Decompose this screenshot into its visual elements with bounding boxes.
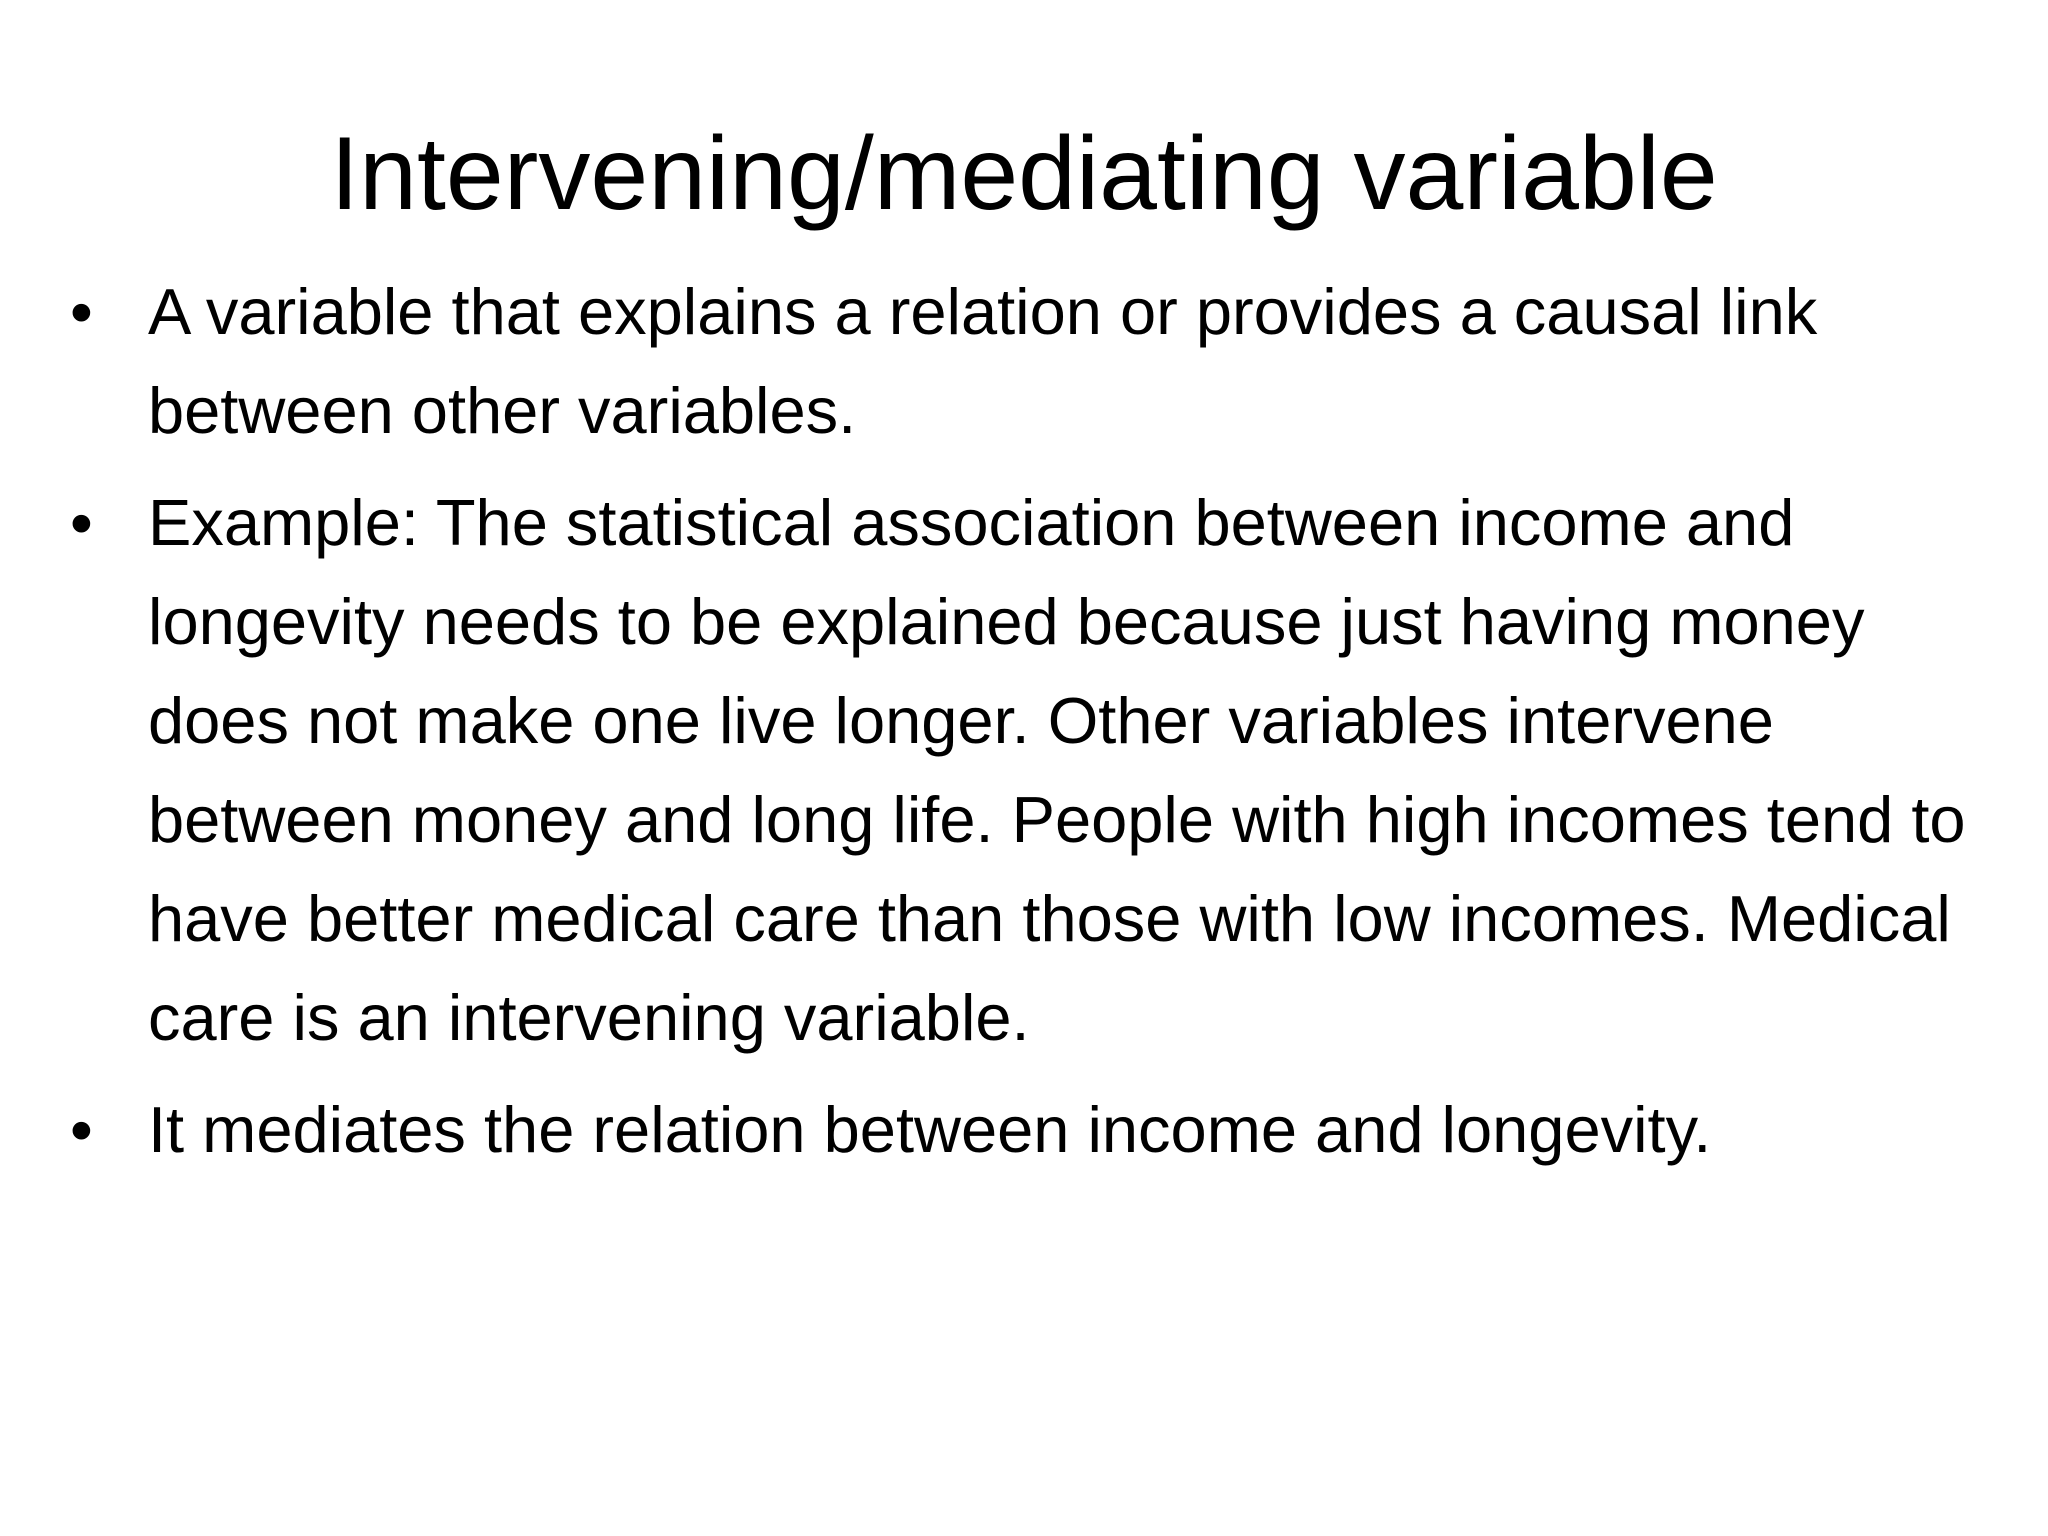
bullet-text: It mediates the relation between income and longevity. bbox=[148, 1093, 1712, 1166]
bullet-item-example bbox=[70, 473, 2010, 1067]
bullet-dot-icon: • bbox=[70, 1093, 93, 1166]
bullet-list bbox=[70, 262, 2010, 1192]
bullet-item-definition bbox=[70, 262, 2010, 460]
bullet-dot-icon: • bbox=[70, 486, 93, 559]
bullet-dot-icon: • bbox=[70, 275, 93, 348]
slide-title: Intervening/mediating variable bbox=[330, 116, 1718, 232]
bullet-text: A variable that explains a relation or provides a causal link between other variables. bbox=[148, 275, 1818, 447]
bullet-item-mediation bbox=[70, 1080, 2010, 1179]
bullet-text: Example: The statistical association between income and longevity needs to be explained because just having money does not make one live longer. Other variables intervene between money and long life. People with high incomes tend to have better medical care than those with low incomes. Medical care is an intervening variable. bbox=[148, 486, 1966, 1054]
